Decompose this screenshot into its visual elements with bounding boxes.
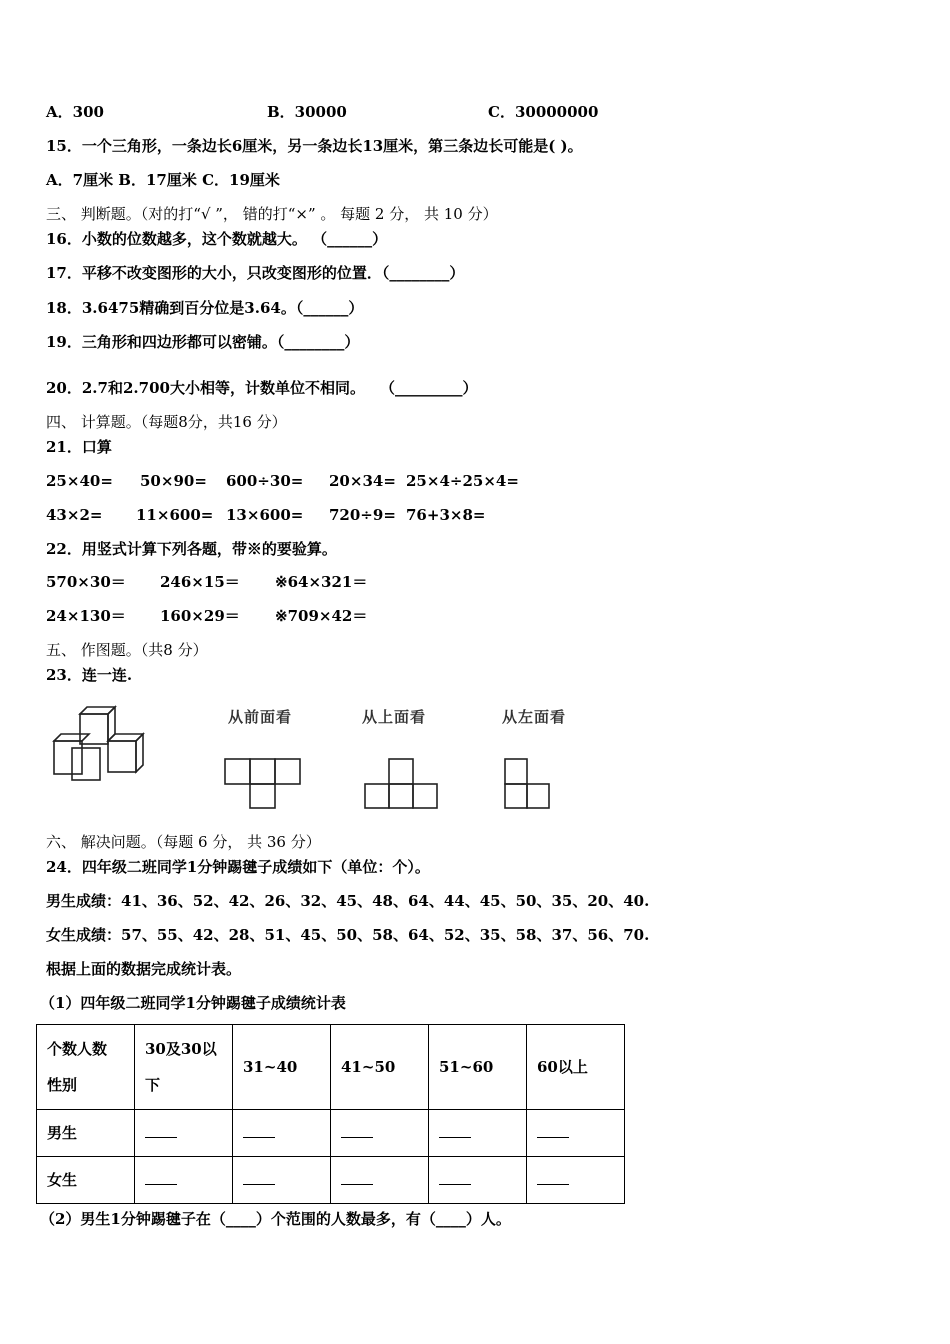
q24-title: 24．四年级二班同学1分钟踢毽子成绩如下（单位：个）。 [46, 858, 430, 876]
column-header [135, 1025, 233, 1110]
vertical-calc-item: 160×29＝ [160, 607, 240, 625]
calc-item: 13×600= [226, 506, 304, 524]
blank-cell[interactable] [233, 1157, 331, 1204]
cube-stack-figure [48, 702, 148, 782]
view-label-top: 从上面看 [362, 708, 427, 726]
blank-cell[interactable] [233, 1110, 331, 1157]
row-label-boys: 男生 [37, 1110, 135, 1157]
q15-options: A．7厘米 B．17厘米 C．19厘米 [46, 171, 280, 189]
vertical-calc-item: 24×130＝ [46, 607, 126, 625]
q21-title: 21．口算 [46, 438, 112, 456]
header-corner-bottom: 性别 [47, 1076, 78, 1094]
blank-cell[interactable] [527, 1157, 625, 1204]
q17: 17．平移不改变图形的大小，只改变图形的位置．（________） [46, 264, 465, 282]
column-header-line: 下 [145, 1076, 161, 1094]
blank-cell[interactable] [331, 1110, 429, 1157]
calc-item: 76+3×8= [406, 506, 486, 524]
q16: 16．小数的位数越多，这个数就越大。 （______） [46, 230, 388, 248]
calc-item: 25×40= [46, 472, 113, 490]
calc-item: 11×600= [136, 506, 214, 524]
calc-item: 50×90= [140, 472, 207, 490]
q15-text: 15．一个三角形，一条边长6厘米，另一条边长13厘米，第三条边长可能是( )。 [46, 137, 583, 155]
calc-item: 20×34= [329, 472, 396, 490]
q18: 18．3.6475精确到百分位是3.64。（______） [46, 299, 364, 317]
header-corner-top: 个数人数 [47, 1040, 108, 1058]
calc-item: 25×4÷25×4= [406, 472, 519, 490]
q23-title: 23．连一连. [46, 666, 133, 684]
stats-table [36, 1024, 625, 1204]
calc-item: 720÷9= [329, 506, 396, 524]
q24-part2: （2）男生1分钟踢毽子在（____）个范围的人数最多，有（____）人。 [40, 1210, 511, 1228]
blank-cell[interactable] [135, 1157, 233, 1204]
table-row [37, 1157, 625, 1204]
vertical-calc-item: 246×15＝ [160, 573, 240, 591]
column-header: 41~50 [331, 1025, 429, 1110]
blank-cell[interactable] [429, 1157, 527, 1204]
top-view-figure [362, 756, 442, 810]
section4-title: 四、 计算题。（每题8分，共16 分） [46, 413, 287, 431]
column-header-line: 30及30以 [145, 1040, 217, 1058]
table-instruction: 根据上面的数据完成统计表。 [46, 960, 242, 978]
table-row [37, 1110, 625, 1157]
vertical-calc-item: 570×30＝ [46, 573, 126, 591]
table-header-row [37, 1025, 625, 1110]
blank-cell[interactable] [527, 1110, 625, 1157]
column-header: 60以上 [527, 1025, 625, 1110]
blank-cell[interactable] [331, 1157, 429, 1204]
calc-item: 600÷30= [226, 472, 304, 490]
calc-item: 43×2= [46, 506, 103, 524]
header-corner-cell [37, 1025, 135, 1110]
q14-option-c: C．30000000 [488, 103, 599, 121]
boys-scores: 男生成绩：41、36、52、42、26、32、45、48、64、44、45、50、35、20、40. [46, 892, 650, 910]
section3-title: 三、 判断题。（对的打“√ ”， 错的打“×” 。 每题 2 分， 共 10 分） [46, 205, 498, 223]
blank-cell[interactable] [135, 1110, 233, 1157]
table-title: （1）四年级二班同学1分钟踢毽子成绩统计表 [40, 994, 346, 1012]
column-header: 51~60 [429, 1025, 527, 1110]
section5-title: 五、 作图题。（共8 分） [46, 641, 208, 659]
q22-title: 22．用竖式计算下列各题，带※的要验算。 [46, 540, 337, 558]
left-view-figure [500, 756, 560, 810]
girls-scores: 女生成绩：57、55、42、28、51、45、50、58、64、52、35、58、37、56、70. [46, 926, 650, 944]
blank-cell[interactable] [429, 1110, 527, 1157]
column-header: 31~40 [233, 1025, 331, 1110]
front-view-figure [222, 756, 302, 810]
q19: 19．三角形和四边形都可以密铺。（________） [46, 333, 360, 351]
vertical-calc-item: ※709×42＝ [275, 607, 368, 625]
view-label-front: 从前面看 [228, 708, 293, 726]
q14-option-a: A．300 [46, 103, 104, 121]
section6-title: 六、 解决问题。（每题 6 分， 共 36 分） [46, 833, 321, 851]
q14-option-b: B．30000 [267, 103, 347, 121]
q20: 20．2.7和2.700大小相等，计数单位不相同。 （_________） [46, 379, 478, 397]
view-label-left: 从左面看 [502, 708, 567, 726]
vertical-calc-item: ※64×321＝ [275, 573, 368, 591]
row-label-girls: 女生 [37, 1157, 135, 1204]
